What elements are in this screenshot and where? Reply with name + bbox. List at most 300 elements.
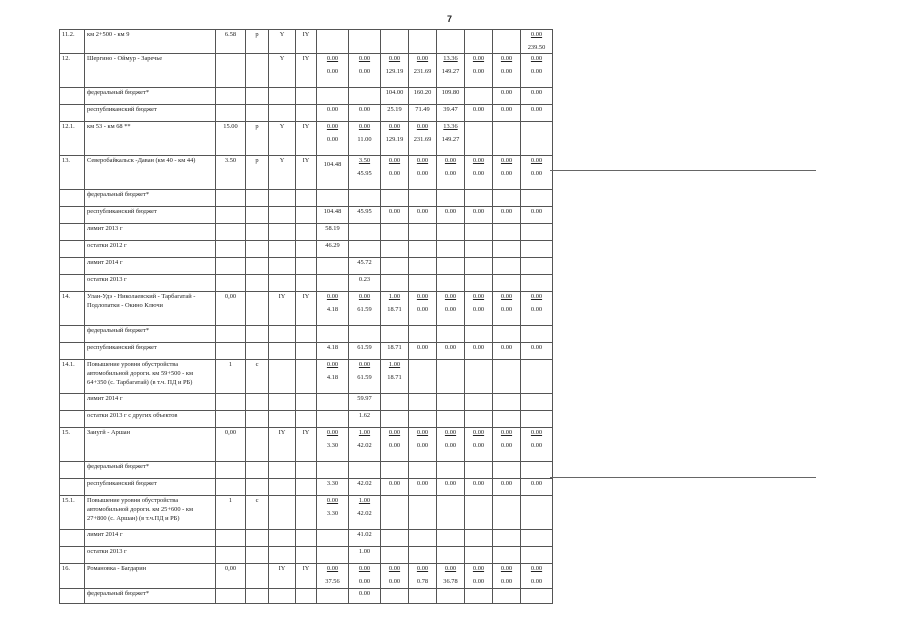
value-primary: 41.02 xyxy=(357,531,372,539)
value-primary: 0.00 xyxy=(416,344,429,352)
row-number-cell xyxy=(60,547,85,564)
work-type-cell xyxy=(246,547,269,564)
category2-cell xyxy=(296,88,317,105)
value-secondary: 0.00 xyxy=(358,67,371,75)
length-cell xyxy=(216,547,246,564)
row-name-cell: км 53 - км 68 ** xyxy=(85,122,216,156)
value-cell xyxy=(465,564,493,588)
value-cell xyxy=(493,30,521,54)
length-cell xyxy=(216,190,246,207)
value-primary: 1.00 xyxy=(388,361,401,369)
value-cell xyxy=(437,122,465,156)
value-cell xyxy=(409,479,437,496)
value-primary: 0.00 xyxy=(530,565,543,573)
value-cell xyxy=(465,30,493,54)
value-cell xyxy=(493,343,521,360)
length-cell: 15.00 xyxy=(216,122,246,156)
category-cell xyxy=(269,588,296,604)
value-cell xyxy=(493,224,521,241)
table-row xyxy=(60,530,553,547)
value-primary: 1.62 xyxy=(358,412,371,420)
value-secondary: 0.00 xyxy=(416,305,429,313)
value-primary: 160.20 xyxy=(413,89,432,97)
value-cell xyxy=(381,275,409,292)
page-number: 7 xyxy=(447,14,453,24)
value-secondary: 0.00 xyxy=(388,169,401,177)
value-primary: 0.00 xyxy=(500,565,513,573)
value-cell xyxy=(349,428,381,462)
table-row xyxy=(60,547,553,564)
row-name-cell: остатки 2013 г xyxy=(85,547,216,564)
value-cell xyxy=(521,496,553,530)
value-cell xyxy=(349,241,381,258)
value-primary: 25.19 xyxy=(387,106,402,114)
category-cell xyxy=(269,88,296,105)
category2-cell xyxy=(296,588,317,604)
value-cell xyxy=(409,122,437,156)
value-cell xyxy=(437,479,465,496)
value-cell xyxy=(349,190,381,207)
table-row xyxy=(60,411,553,428)
value-cell xyxy=(493,496,521,530)
value-cell xyxy=(381,105,409,122)
work-type-cell xyxy=(246,411,269,428)
category2-cell xyxy=(296,394,317,411)
value-cell xyxy=(381,411,409,428)
value-cell xyxy=(381,462,409,479)
value-cell xyxy=(437,30,465,54)
value-cell xyxy=(409,88,437,105)
value-cell xyxy=(437,564,465,588)
row-number-cell: 14. xyxy=(60,292,85,326)
length-cell xyxy=(216,105,246,122)
row-number-cell: 16. xyxy=(60,564,85,588)
row-name-cell: Шергино - Оймур - Заречье xyxy=(85,54,216,88)
value-cell xyxy=(437,588,465,604)
value-cell xyxy=(381,190,409,207)
row-name-cell: федеральный бюджет* xyxy=(85,190,216,207)
value-cell xyxy=(349,479,381,496)
value-secondary: 61.59 xyxy=(357,373,372,381)
value-primary: 4.18 xyxy=(326,344,339,352)
work-type-cell: р xyxy=(246,156,269,190)
row-name-cell: федеральный бюджет* xyxy=(85,88,216,105)
table-row xyxy=(60,105,553,122)
category-cell xyxy=(269,479,296,496)
category2-cell xyxy=(296,241,317,258)
value-cell xyxy=(317,530,349,547)
value-cell xyxy=(409,326,437,343)
category2-cell: IY xyxy=(296,30,317,54)
value-primary: 0.00 xyxy=(472,480,485,488)
value-primary: 0.00 xyxy=(472,106,485,114)
value-primary: 0.00 xyxy=(530,89,543,97)
category-cell xyxy=(269,275,296,292)
row-number-cell: 12.1. xyxy=(60,122,85,156)
value-cell xyxy=(465,496,493,530)
value-primary: 0.00 xyxy=(472,344,485,352)
value-cell xyxy=(521,241,553,258)
row-number-cell xyxy=(60,394,85,411)
value-cell xyxy=(437,360,465,394)
table-row xyxy=(60,54,553,88)
value-cell xyxy=(317,547,349,564)
value-cell xyxy=(493,547,521,564)
value-cell xyxy=(349,275,381,292)
value-secondary: 0.00 xyxy=(500,67,513,75)
value-secondary: 149.27 xyxy=(441,67,460,75)
value-cell xyxy=(317,88,349,105)
value-cell xyxy=(317,564,349,588)
value-secondary: 3.30 xyxy=(326,509,339,517)
value-cell xyxy=(409,394,437,411)
value-cell xyxy=(381,54,409,88)
value-primary: 58.19 xyxy=(325,225,340,233)
value-secondary: 37.56 xyxy=(325,577,340,585)
value-primary: 0.00 xyxy=(416,208,429,216)
value-cell xyxy=(465,224,493,241)
value-cell xyxy=(465,105,493,122)
value-secondary: 104.48 xyxy=(323,161,342,169)
value-primary: 45.95 xyxy=(357,208,372,216)
value-cell xyxy=(465,428,493,462)
value-primary: 0.00 xyxy=(416,55,429,63)
table-row xyxy=(60,394,553,411)
value-cell xyxy=(465,156,493,190)
value-primary: 0.00 xyxy=(358,123,371,131)
value-primary: 0.00 xyxy=(472,208,485,216)
value-primary: 0.00 xyxy=(358,293,371,301)
length-cell xyxy=(216,530,246,547)
value-primary: 13.36 xyxy=(443,123,458,131)
value-primary: 0.00 xyxy=(500,480,513,488)
value-cell xyxy=(493,292,521,326)
value-cell xyxy=(521,30,553,54)
value-primary: 104.00 xyxy=(385,89,404,97)
row-name-cell: км 2+500 - км 9 xyxy=(85,30,216,54)
row-number-cell: 15. xyxy=(60,428,85,462)
value-primary: 0.23 xyxy=(358,276,371,284)
value-cell xyxy=(493,360,521,394)
value-secondary: 129.19 xyxy=(385,67,404,75)
value-cell xyxy=(521,428,553,462)
value-primary: 0.00 xyxy=(500,55,513,63)
value-primary: 0.00 xyxy=(444,429,457,437)
category2-cell xyxy=(296,224,317,241)
value-cell xyxy=(317,241,349,258)
value-cell xyxy=(493,190,521,207)
category2-cell xyxy=(296,496,317,530)
value-primary: 0.00 xyxy=(326,55,339,63)
value-secondary: 0.00 xyxy=(444,169,457,177)
value-secondary: 45.95 xyxy=(357,169,372,177)
value-primary: 0.00 xyxy=(326,565,339,573)
value-secondary: 0.00 xyxy=(500,169,513,177)
value-cell xyxy=(317,588,349,604)
value-cell xyxy=(409,360,437,394)
value-primary: 0.00 xyxy=(500,293,513,301)
value-cell xyxy=(349,88,381,105)
value-primary: 0.00 xyxy=(500,208,513,216)
value-secondary: 0.00 xyxy=(500,441,513,449)
category-cell: IY xyxy=(269,292,296,326)
value-cell xyxy=(521,479,553,496)
value-primary: 18.71 xyxy=(387,344,402,352)
value-cell xyxy=(381,588,409,604)
value-cell xyxy=(317,190,349,207)
row-name-cell: федеральный бюджет* xyxy=(85,326,216,343)
value-primary: 0.00 xyxy=(530,31,543,38)
value-cell xyxy=(493,462,521,479)
value-cell xyxy=(493,275,521,292)
length-cell xyxy=(216,258,246,275)
row-number-cell xyxy=(60,207,85,224)
category-cell: IY xyxy=(269,564,296,588)
value-cell xyxy=(349,411,381,428)
work-type-cell xyxy=(246,530,269,547)
value-cell xyxy=(381,30,409,54)
value-cell xyxy=(521,292,553,326)
row-name-cell: Улан-Удэ - Николаевский - Тарбагатай - Подлопатки - Окино Ключи xyxy=(85,292,216,326)
value-cell xyxy=(409,156,437,190)
length-cell: 0,00 xyxy=(216,292,246,326)
length-cell: 1 xyxy=(216,496,246,530)
value-cell xyxy=(493,241,521,258)
value-cell xyxy=(381,547,409,564)
value-primary: 0.00 xyxy=(326,293,339,301)
length-cell: 6.58 xyxy=(216,30,246,54)
value-secondary: 0.00 xyxy=(472,577,485,585)
value-cell xyxy=(317,326,349,343)
value-secondary: 0.00 xyxy=(500,305,513,313)
value-cell xyxy=(465,190,493,207)
row-name-cell: Романовка - Багдарин xyxy=(85,564,216,588)
category-cell: Y xyxy=(269,30,296,54)
value-cell xyxy=(317,122,349,156)
value-primary: 0.00 xyxy=(388,55,401,63)
category-cell xyxy=(269,547,296,564)
value-secondary: 36.78 xyxy=(443,577,458,585)
table-row xyxy=(60,588,553,604)
work-type-cell xyxy=(246,292,269,326)
value-primary: 0.00 xyxy=(358,565,371,573)
value-cell xyxy=(409,54,437,88)
row-name-cell: остатки 2012 г xyxy=(85,241,216,258)
work-type-cell xyxy=(246,224,269,241)
value-cell xyxy=(349,122,381,156)
value-secondary: 0.00 xyxy=(444,441,457,449)
value-secondary: 0.00 xyxy=(530,305,543,313)
value-primary: 0.00 xyxy=(444,344,457,352)
row-number-cell xyxy=(60,462,85,479)
value-primary: 39.47 xyxy=(443,106,458,114)
value-primary: 71.49 xyxy=(415,106,430,114)
value-cell xyxy=(437,207,465,224)
row-name-cell: республиканский бюджет xyxy=(85,105,216,122)
row-number-cell: 12. xyxy=(60,54,85,88)
length-cell xyxy=(216,224,246,241)
value-secondary: 0.00 xyxy=(530,67,543,75)
value-secondary: 0.00 xyxy=(416,441,429,449)
table-row xyxy=(60,428,553,462)
value-cell xyxy=(317,258,349,275)
value-cell xyxy=(465,462,493,479)
value-cell xyxy=(349,207,381,224)
value-cell xyxy=(465,588,493,604)
value-cell xyxy=(521,411,553,428)
value-cell xyxy=(317,462,349,479)
value-cell xyxy=(521,207,553,224)
category-cell xyxy=(269,360,296,394)
value-cell xyxy=(465,394,493,411)
row-number-cell xyxy=(60,190,85,207)
row-name-cell: республиканский бюджет xyxy=(85,207,216,224)
value-secondary: 0.00 xyxy=(326,135,339,143)
work-type-cell xyxy=(246,88,269,105)
value-primary: 0.00 xyxy=(530,429,543,437)
value-cell xyxy=(349,292,381,326)
value-cell xyxy=(317,54,349,88)
value-primary: 0.00 xyxy=(326,106,339,114)
value-secondary: 239.50 xyxy=(527,43,546,51)
value-cell xyxy=(521,105,553,122)
value-cell xyxy=(317,156,349,190)
value-cell xyxy=(465,360,493,394)
work-type-cell xyxy=(246,428,269,462)
value-primary: 0.00 xyxy=(358,55,371,63)
category2-cell xyxy=(296,411,317,428)
value-cell xyxy=(409,105,437,122)
value-cell xyxy=(381,530,409,547)
row-number-cell: 15.1. xyxy=(60,496,85,530)
value-cell xyxy=(409,496,437,530)
value-primary: 3.50 xyxy=(358,157,371,165)
value-cell xyxy=(493,326,521,343)
category2-cell: IY xyxy=(296,122,317,156)
value-cell xyxy=(465,292,493,326)
value-cell xyxy=(409,411,437,428)
value-cell xyxy=(521,547,553,564)
value-cell xyxy=(349,156,381,190)
value-cell xyxy=(437,275,465,292)
value-cell xyxy=(437,462,465,479)
value-cell xyxy=(493,394,521,411)
value-secondary: 18.71 xyxy=(387,373,402,381)
value-cell xyxy=(409,530,437,547)
category-cell xyxy=(269,496,296,530)
value-cell xyxy=(381,241,409,258)
value-cell xyxy=(521,564,553,588)
row-number-cell xyxy=(60,105,85,122)
row-number-cell xyxy=(60,275,85,292)
category2-cell xyxy=(296,479,317,496)
value-primary: 0.00 xyxy=(444,157,457,165)
row-name-cell: лимит 2014 г xyxy=(85,258,216,275)
value-cell xyxy=(349,564,381,588)
table-row xyxy=(60,122,553,156)
row-name-cell: Северобайкальск -Даван (км 40 - км 44) xyxy=(85,156,216,190)
value-primary: 0.00 xyxy=(416,157,429,165)
value-primary: 0.00 xyxy=(530,208,543,216)
value-cell xyxy=(409,275,437,292)
value-cell xyxy=(409,564,437,588)
value-secondary: 0.00 xyxy=(444,305,457,313)
value-cell xyxy=(521,530,553,547)
value-primary: 0.00 xyxy=(472,55,485,63)
value-cell xyxy=(437,428,465,462)
category-cell: Y xyxy=(269,156,296,190)
length-cell xyxy=(216,207,246,224)
table-row xyxy=(60,326,553,343)
row-number-cell xyxy=(60,343,85,360)
category-cell xyxy=(269,394,296,411)
value-cell xyxy=(465,326,493,343)
row-name-cell: Повышение уровня обустройства автомобильной дороги. км 59+500 - км 64+350 (с. Тарбагатай) (в т.ч. ПД и РБ) xyxy=(85,360,216,394)
value-secondary: 18.71 xyxy=(387,305,402,313)
value-secondary: 11.00 xyxy=(357,135,372,143)
value-cell xyxy=(381,496,409,530)
value-cell xyxy=(349,462,381,479)
work-type-cell xyxy=(246,54,269,88)
row-number-cell xyxy=(60,224,85,241)
value-secondary: 61.59 xyxy=(357,305,372,313)
value-cell xyxy=(317,394,349,411)
table-row xyxy=(60,156,553,190)
value-cell xyxy=(521,258,553,275)
value-secondary: 129.19 xyxy=(385,135,404,143)
value-cell xyxy=(317,105,349,122)
value-cell xyxy=(381,479,409,496)
work-type-cell xyxy=(246,564,269,588)
category2-cell xyxy=(296,530,317,547)
value-cell xyxy=(317,275,349,292)
value-primary: 0.00 xyxy=(388,208,401,216)
length-cell xyxy=(216,54,246,88)
side-rule-line xyxy=(550,477,816,478)
value-cell xyxy=(465,207,493,224)
value-secondary: 0.00 xyxy=(472,305,485,313)
table-row xyxy=(60,258,553,275)
length-cell xyxy=(216,88,246,105)
work-type-cell xyxy=(246,207,269,224)
value-cell xyxy=(381,428,409,462)
length-cell: 3.50 xyxy=(216,156,246,190)
value-secondary: 4.18 xyxy=(326,373,339,381)
value-cell xyxy=(521,54,553,88)
value-primary: 0.00 xyxy=(326,497,339,505)
value-primary: 0.00 xyxy=(416,565,429,573)
work-type-cell xyxy=(246,343,269,360)
work-type-cell xyxy=(246,462,269,479)
value-primary: 59.97 xyxy=(357,395,372,403)
length-cell xyxy=(216,343,246,360)
value-cell xyxy=(349,326,381,343)
category-cell xyxy=(269,343,296,360)
work-type-cell: с xyxy=(246,496,269,530)
row-number-cell xyxy=(60,588,85,604)
row-name-cell: лимит 2014 г xyxy=(85,394,216,411)
row-number-cell xyxy=(60,479,85,496)
table-row xyxy=(60,479,553,496)
value-cell xyxy=(521,88,553,105)
length-cell xyxy=(216,326,246,343)
category-cell xyxy=(269,190,296,207)
value-cell xyxy=(349,258,381,275)
value-cell xyxy=(493,530,521,547)
value-cell xyxy=(465,258,493,275)
value-secondary: 42.02 xyxy=(357,509,372,517)
value-cell xyxy=(349,105,381,122)
